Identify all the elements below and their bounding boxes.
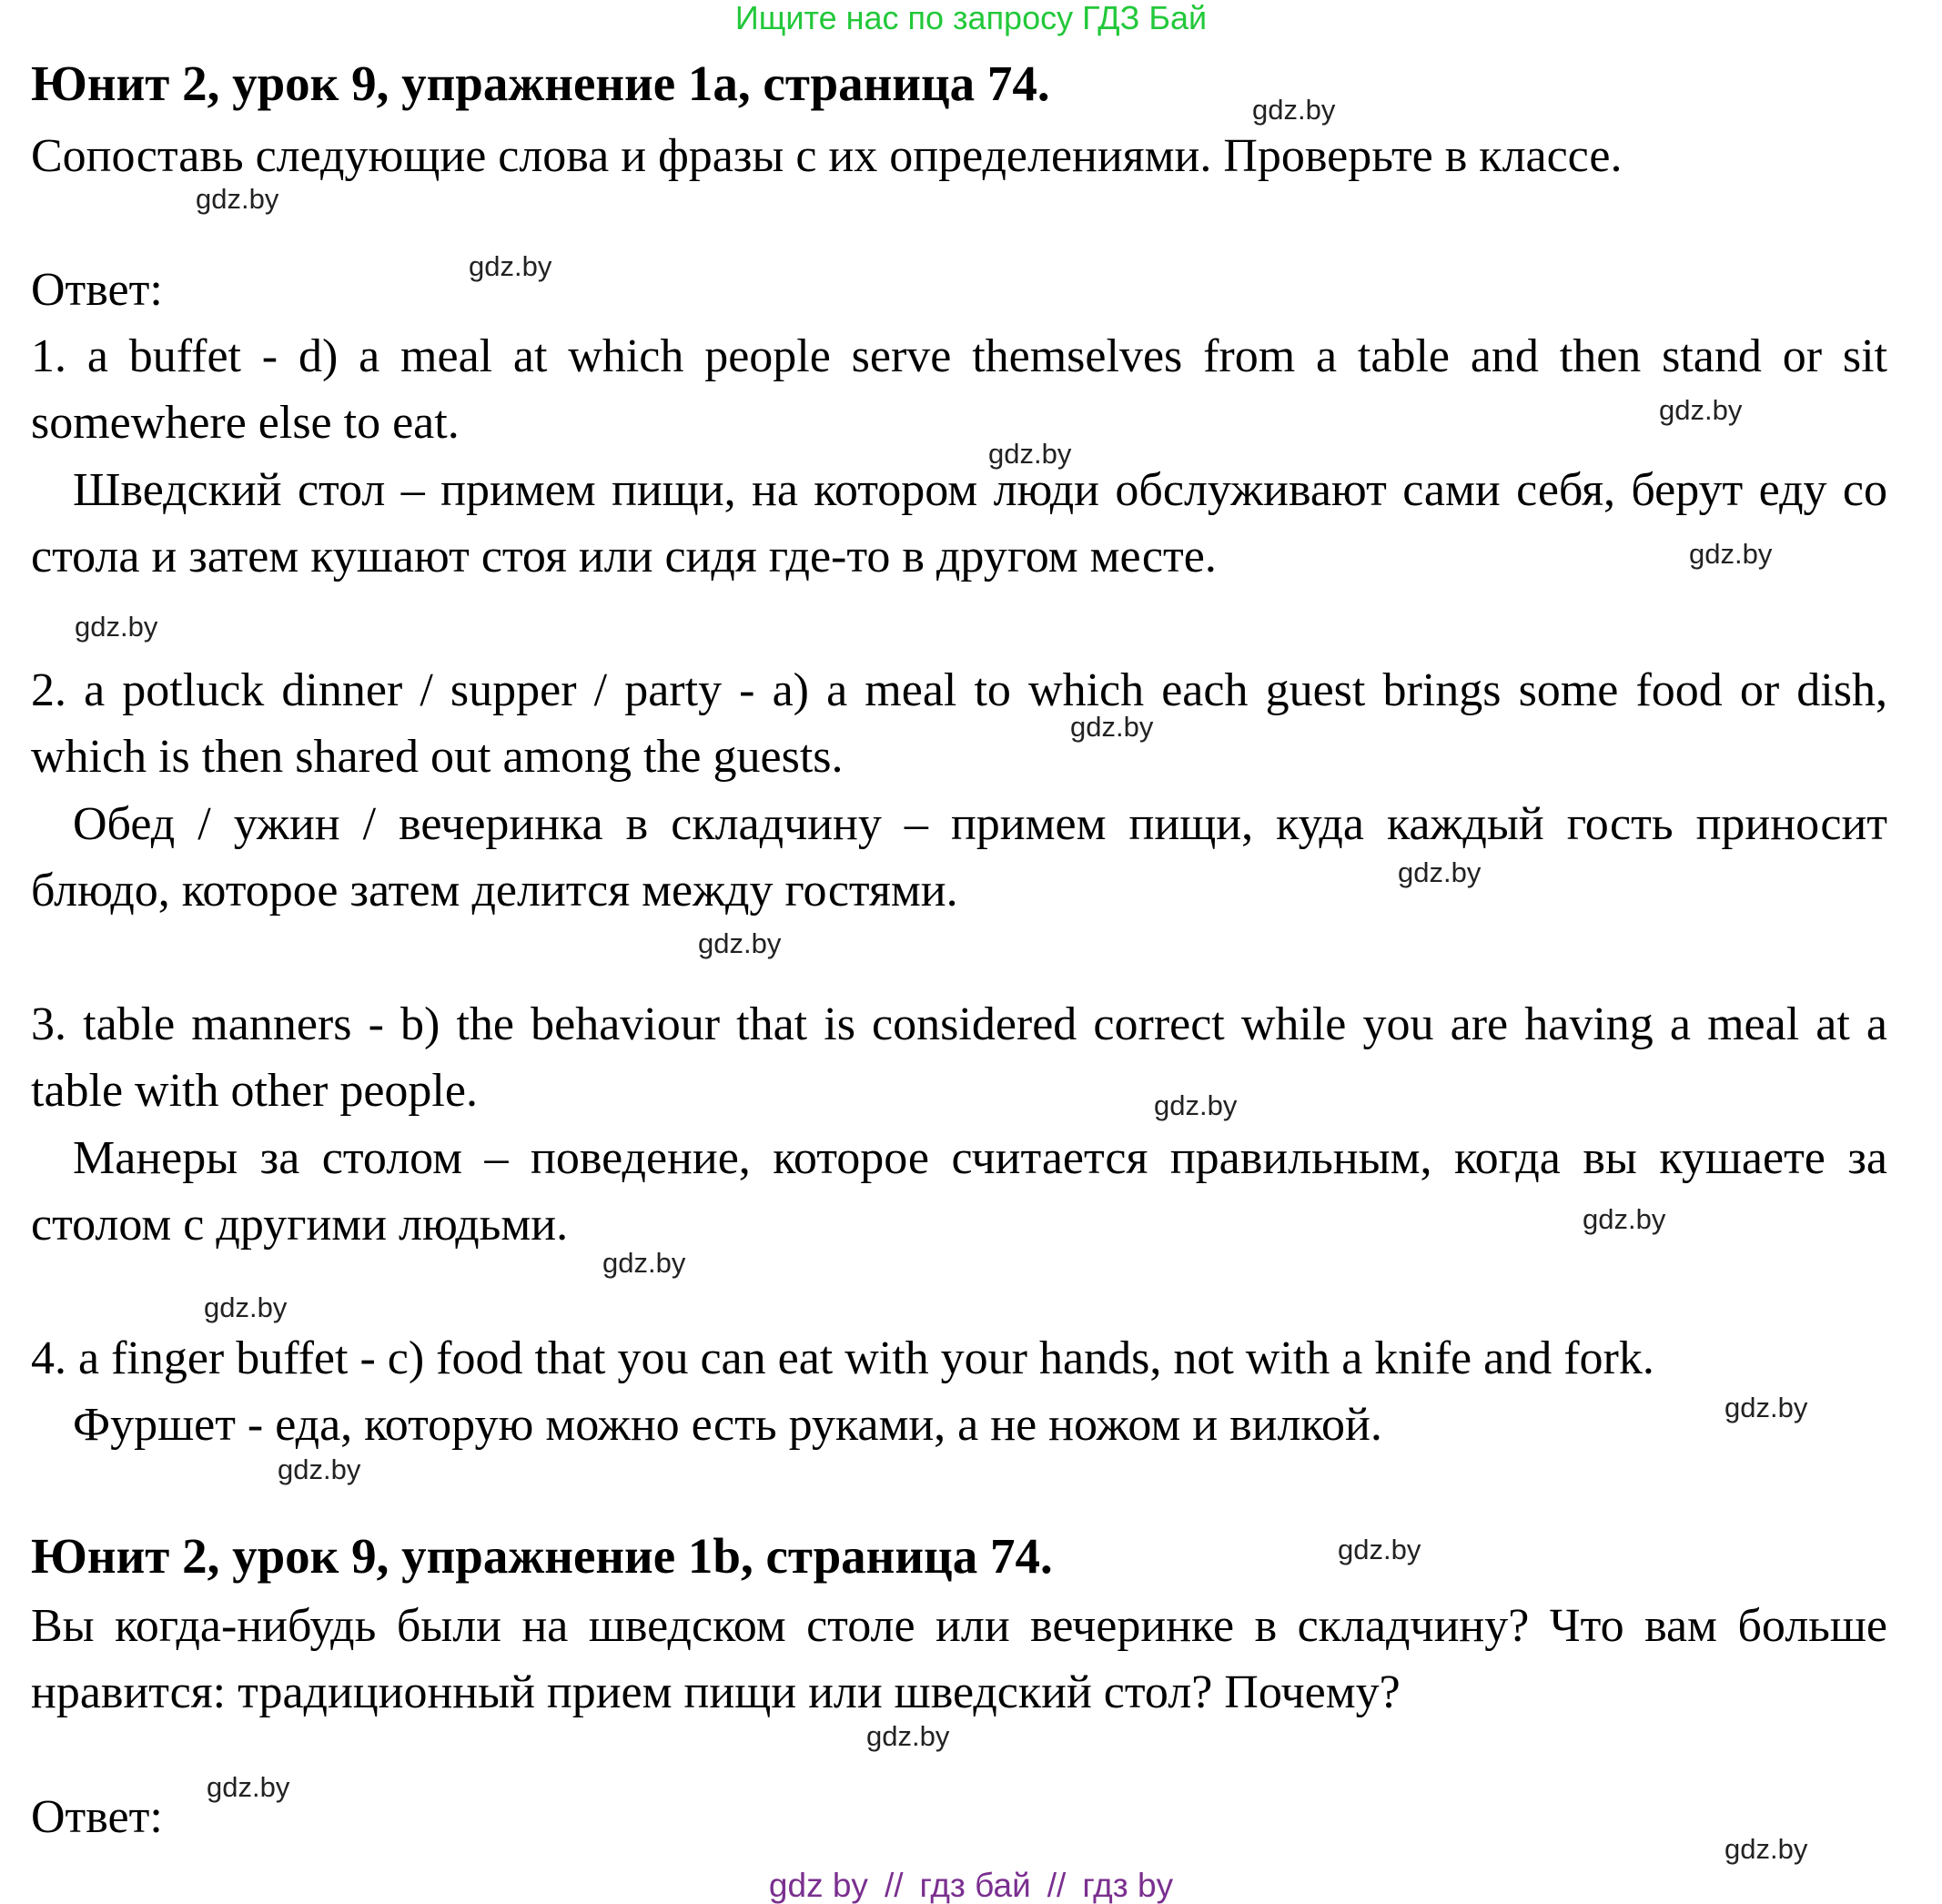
footer-gdz-by: gdz by <box>768 1867 868 1904</box>
answer-item-1-ru: Шведский стол – примем пищи, на котором люди обслуживают сами себя, берут еду со стола и затем кушают стоя или сидя где-то в другом месте. <box>31 464 1887 582</box>
watermark: gdz.by <box>1583 1203 1666 1235</box>
watermark: gdz.by <box>1689 538 1773 570</box>
watermark: gdz.by <box>1398 856 1482 888</box>
answer-item-1-en: 1. a buffet - d) a meal at which people serve themselves from a table and then stand or sit somewhere else to eat. <box>31 330 1887 449</box>
watermark: gdz.by <box>1659 394 1743 426</box>
watermark: gdz.by <box>1338 1534 1421 1565</box>
exercise-1b-answer-label: Ответ: <box>31 1791 163 1843</box>
watermark: gdz.by <box>1725 1392 1808 1423</box>
footer-separator: // <box>1047 1867 1067 1904</box>
watermark: gdz.by <box>278 1453 361 1485</box>
footer-gdz-bai: гдз бай <box>919 1867 1031 1904</box>
exercise-1a-heading: Юнит 2, урок 9, упражнение 1a, страница 74. <box>31 56 1050 111</box>
watermark: gdz.by <box>1154 1089 1238 1121</box>
answer-item-2-ru: Обед / ужин / вечеринка в складчину – примем пищи, куда каждый гость приносит блюдо, которое затем делится между гостями. <box>31 798 1887 917</box>
watermark: gdz.by <box>1725 1833 1808 1865</box>
watermark: gdz.by <box>469 250 552 282</box>
exercise-1b-task: Вы когда-нибудь были на шведском столе или вечеринке в складчину? Что вам больше нравится: традиционный прием пищи или шведский стол? Почему? <box>31 1600 1887 1718</box>
exercise-1a-task: Сопоставь следующие слова и фразы с их определениями. Проверьте в классе. <box>31 130 1623 182</box>
answer-item-2-en: 2. a potluck dinner / supper / party - a) a meal to which each guest brings some food or dish, which is then shared out among the guests. <box>31 664 1887 783</box>
footer <box>0 1868 1942 1904</box>
exercise-1b-heading: Юнит 2, урок 9, упражнение 1b, страница 74. <box>31 1528 1053 1584</box>
watermark: gdz.by <box>207 1771 290 1803</box>
answer-item-4-ru: Фуршет - еда, которую можно есть руками, а не ножом и вилкой. <box>73 1399 1382 1451</box>
footer-separator: // <box>884 1867 904 1904</box>
watermark: gdz.by <box>196 183 279 215</box>
footer-gdz-by-cyr: гдз by <box>1082 1867 1174 1904</box>
exercise-1a-answer-label: Ответ: <box>31 264 163 316</box>
watermark: gdz.by <box>866 1720 950 1752</box>
watermark: gdz.by <box>698 927 782 959</box>
top-banner: Ищите нас по запросу ГДЗ Бай <box>734 0 1208 36</box>
watermark: gdz.by <box>1252 94 1336 126</box>
watermark: gdz.by <box>602 1247 686 1279</box>
answer-item-4-en: 4. a finger buffet - c) food that you can eat with your hands, not with a knife and fork. <box>31 1332 1654 1384</box>
answer-item-3-ru: Манеры за столом – поведение, которое считается правильным, когда вы кушаете за столом с другими людьми. <box>31 1132 1887 1251</box>
watermark: gdz.by <box>988 438 1072 470</box>
watermark: gdz.by <box>75 611 158 643</box>
watermark: gdz.by <box>204 1291 288 1323</box>
answer-item-3-en: 3. table manners - b) the behaviour that is considered correct while you are having a meal at a table with other people. <box>31 998 1887 1117</box>
watermark: gdz.by <box>1070 711 1154 743</box>
